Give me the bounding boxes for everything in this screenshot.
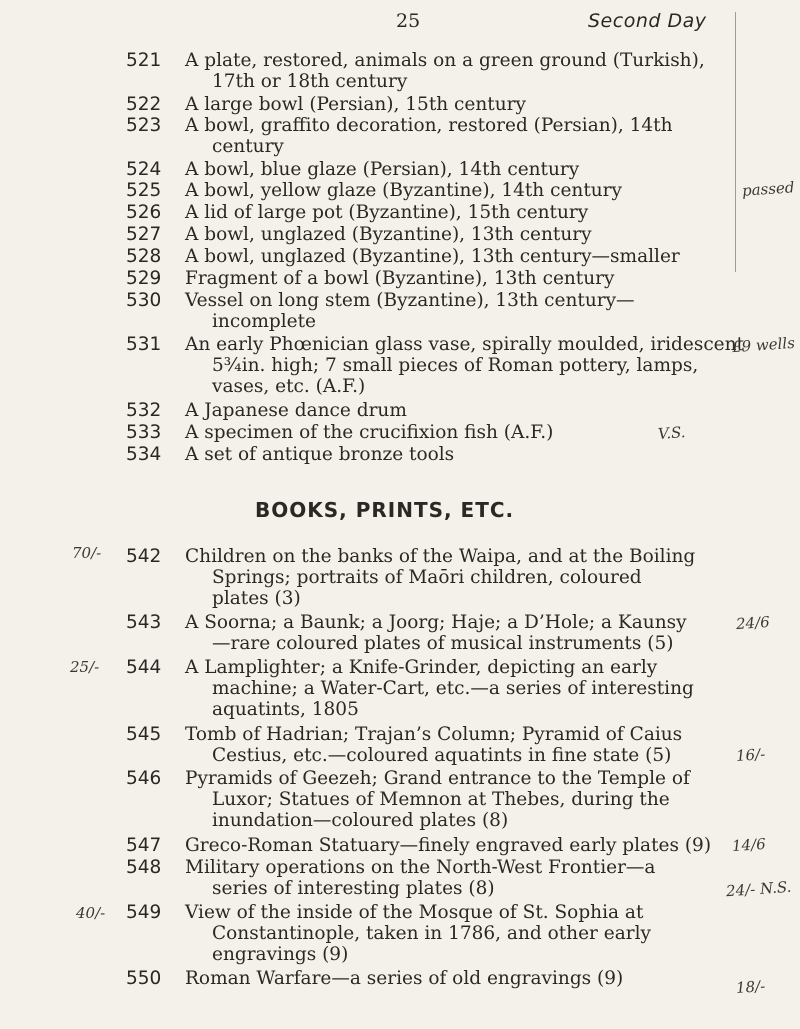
- lot-number: 543: [126, 612, 162, 633]
- page-header: [0, 10, 800, 40]
- margin-brace: [735, 12, 740, 272]
- lot-description: [185, 180, 725, 201]
- lot-description: [185, 422, 725, 443]
- lot-description: [185, 224, 725, 245]
- lot-number: 532: [126, 400, 162, 421]
- lot-line: Greco-Roman Statuary—finely engraved early plates (9): [185, 835, 712, 856]
- lot-line: machine; a Water-Cart, etc.—a series of interesting: [212, 678, 694, 699]
- section-heading: BOOKS, PRINTS, ETC.: [255, 498, 515, 522]
- lot-number: 521: [126, 50, 162, 71]
- lot-line: A bowl, blue glaze (Persian), 14th century: [185, 159, 580, 180]
- lot-number: 522: [126, 94, 162, 115]
- lot-number: 544: [126, 657, 162, 678]
- lot-description: [185, 835, 725, 856]
- lot-description: [185, 115, 725, 157]
- lot-number: 529: [126, 268, 162, 289]
- lot-description: [185, 268, 725, 289]
- lot-line: aquatints, 1805: [212, 699, 359, 720]
- lot-line: A bowl, graffito decoration, restored (Persian), 14th: [185, 115, 673, 136]
- handwritten-note: 18/-: [735, 977, 766, 997]
- lot-number: 548: [126, 857, 162, 878]
- lot-number: 533: [126, 422, 162, 443]
- lot-line: Fragment of a bowl (Byzantine), 13th century: [185, 268, 615, 289]
- lot-line: Roman Warfare—a series of old engravings (9): [185, 968, 624, 989]
- lot-line: incomplete: [212, 311, 316, 332]
- lot-line: A specimen of the crucifixion fish (A.F.): [185, 422, 554, 443]
- lot-line: inundation—coloured plates (8): [212, 810, 509, 831]
- handwritten-note: V.S.: [657, 423, 687, 443]
- lot-line: Tomb of Hadrian; Trajan’s Column; Pyramid of Caius: [185, 724, 683, 745]
- lot-description: [185, 768, 725, 831]
- lot-description: [185, 290, 725, 332]
- lot-line: An early Phœnician glass vase, spirally moulded, iridescent: [185, 334, 744, 355]
- lot-line: Military operations on the North-West Frontier—a: [185, 857, 656, 878]
- lot-line: Springs; portraits of Maōri children, coloured: [212, 567, 642, 588]
- lot-line: vases, etc. (A.F.): [212, 376, 366, 397]
- lot-number: 545: [126, 724, 162, 745]
- lot-line: A set of antique bronze tools: [185, 444, 455, 465]
- lot-description: [185, 546, 725, 609]
- lot-description: [185, 202, 725, 223]
- handwritten-note: 40/-: [76, 904, 106, 922]
- lot-line: A lid of large pot (Byzantine), 15th century: [185, 202, 589, 223]
- handwritten-note: 25/-: [70, 658, 100, 676]
- lot-number: 526: [126, 202, 162, 223]
- lot-description: [185, 968, 725, 989]
- lot-description: [185, 50, 725, 92]
- lot-description: [185, 334, 744, 397]
- handwritten-note: passed: [741, 178, 795, 200]
- lot-number: 550: [126, 968, 162, 989]
- lot-line: A bowl, unglazed (Byzantine), 13th century: [185, 224, 592, 245]
- lot-line: A large bowl (Persian), 15th century: [185, 94, 526, 115]
- lot-line: A Japanese dance drum: [185, 400, 407, 421]
- lot-line: engravings (9): [212, 944, 349, 965]
- lot-number: 524: [126, 159, 162, 180]
- lot-line: Vessel on long stem (Byzantine), 13th century—: [185, 290, 635, 311]
- section-title: Second Day: [588, 10, 707, 32]
- lot-description: [185, 400, 725, 421]
- lot-number: 549: [126, 902, 162, 923]
- lot-line: century: [212, 136, 284, 157]
- lot-description: [185, 246, 725, 267]
- lot-line: Children on the banks of the Waipa, and at the Boiling: [185, 546, 696, 567]
- lot-description: [185, 159, 725, 180]
- page-number: 25: [396, 10, 421, 32]
- handwritten-note: £9 wells: [731, 333, 796, 357]
- lot-number: 530: [126, 290, 162, 311]
- lot-number: 546: [126, 768, 162, 789]
- lot-description: [185, 612, 725, 654]
- lot-line: 17th or 18th century: [212, 71, 408, 92]
- lot-number: 547: [126, 835, 162, 856]
- lot-number: 528: [126, 246, 162, 267]
- handwritten-note: 24/6: [735, 612, 771, 634]
- lot-number: 534: [126, 444, 162, 465]
- handwritten-note: 14/6: [731, 834, 767, 856]
- lot-line: Pyramids of Geezeh; Grand entrance to the Temple of: [185, 768, 690, 789]
- lot-description: [185, 94, 725, 115]
- lot-line: Constantinople, taken in 1786, and other early: [212, 923, 651, 944]
- lot-line: series of interesting plates (8): [212, 878, 495, 899]
- lot-line: A Lamplighter; a Knife-Grinder, depicting an early: [185, 657, 658, 678]
- lot-line: A Soorna; a Baunk; a Joorg; Haje; a D’Hole; a Kaunsy: [185, 612, 687, 633]
- lot-number: 525: [126, 180, 162, 201]
- lot-number: 531: [126, 334, 162, 355]
- handwritten-note: 24/- N.S.: [725, 877, 792, 901]
- lot-number: 527: [126, 224, 162, 245]
- lot-description: [185, 857, 725, 899]
- lot-number: 523: [126, 115, 162, 136]
- lot-line: Luxor; Statues of Memnon at Thebes, during the: [212, 789, 670, 810]
- lot-number: 542: [126, 546, 162, 567]
- lot-description: [185, 724, 725, 766]
- lot-line: Cestius, etc.—coloured aquatints in fine state (5): [212, 745, 672, 766]
- handwritten-note: 70/-: [72, 544, 102, 562]
- handwritten-note: 16/-: [735, 745, 766, 765]
- lot-line: A bowl, yellow glaze (Byzantine), 14th century: [185, 180, 622, 201]
- lot-line: 5¾in. high; 7 small pieces of Roman pottery, lamps,: [212, 355, 699, 376]
- lot-line: View of the inside of the Mosque of St. Sophia at: [185, 902, 644, 923]
- lot-description: [185, 902, 725, 965]
- lot-description: [185, 444, 725, 465]
- lot-line: plates (3): [212, 588, 301, 609]
- lot-description: [185, 657, 725, 720]
- lot-line: —rare coloured plates of musical instruments (5): [212, 633, 674, 654]
- lot-line: A bowl, unglazed (Byzantine), 13th century—smaller: [185, 246, 680, 267]
- lot-line: A plate, restored, animals on a green ground (Turkish),: [185, 50, 705, 71]
